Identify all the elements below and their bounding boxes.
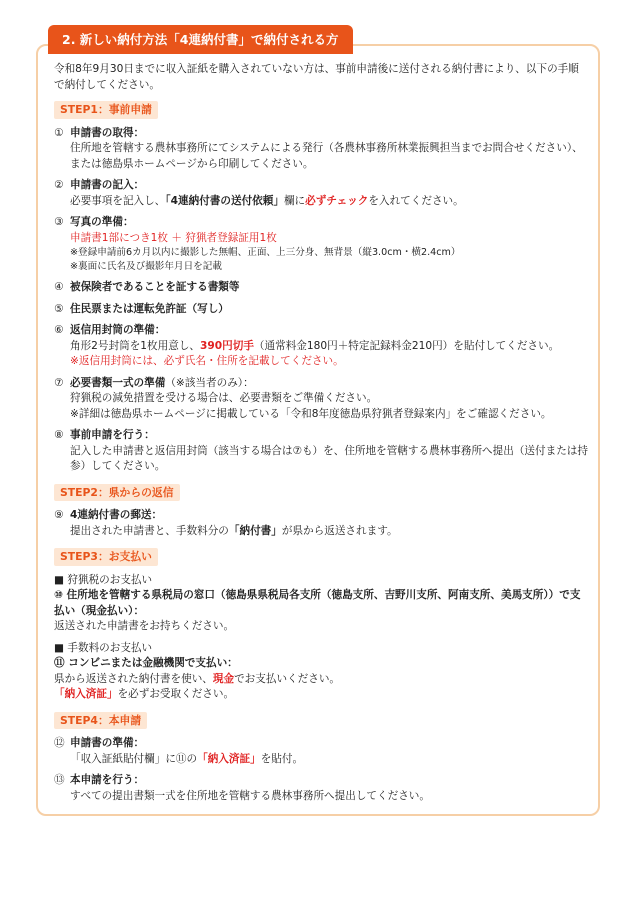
item-text: すべての提出書類一式を住所地を管轄する農林事務所へ提出してください。 — [70, 789, 430, 802]
item-text: 返送された申請書をお持ちください。 — [54, 620, 235, 632]
item-heading: 返信用封筒の準備： — [70, 324, 166, 336]
text-fragment: を入れてください。 — [368, 194, 464, 207]
item-text: 住所地を管轄する農林事務所にてシステムによる発行（各農林事務所林業振興担当までお問合せください）、または徳島県ホームページから印刷してください。 — [70, 142, 583, 170]
text-fragment: が県から返送されます。 — [281, 524, 398, 537]
photo-note-1: ※登録申請前6カ月以内に撮影した無帽、正面、上三分身、無背景（縦3.0cm・横2.4cm） — [70, 247, 461, 258]
item-text — [54, 672, 589, 688]
item-text: 狩猟税の減免措置を受ける場合は、必要書類をご準備ください。 — [70, 392, 378, 404]
item-text: 記入した申請書と返信用封筒（該当する場合は⑦も）を、住所地を管轄する農林事務所へ提出（送付または持参）してください。 — [70, 444, 588, 472]
step1-item-6 — [54, 323, 589, 370]
item-number: ⑦ — [54, 376, 64, 389]
item-heading-note: （※該当者のみ）： — [165, 376, 254, 389]
item-text — [70, 752, 589, 768]
item-heading: 4連納付書の郵送： — [70, 509, 163, 521]
item-heading: 必要書類一式の準備 — [70, 376, 166, 389]
item-text — [70, 339, 589, 355]
text-fragment: （通常料金180円＋特定記録料金210円）を貼付してください。 — [253, 339, 560, 352]
photo-requirement: 申請書1部につき1枚 ＋ 狩猟者登録証用1枚 — [70, 231, 277, 244]
item-number: ⑨ — [54, 509, 64, 521]
text-fragment: を貼付。 — [260, 752, 304, 765]
text-fragment: 必要事項を記入し、 — [70, 194, 166, 207]
step1-item-7 — [54, 376, 589, 423]
step1-item-3 — [54, 215, 589, 274]
step4-badge: STEP4：本申請 — [54, 712, 147, 730]
item-heading: ⑪ コンビニまたは金融機関で支払い： — [54, 657, 238, 669]
step4-item-12 — [54, 736, 589, 767]
step2-badge: STEP2：県からの返信 — [54, 484, 180, 502]
item-number: ① — [54, 126, 64, 139]
step1-item-2 — [54, 178, 589, 209]
item-heading-line — [70, 376, 589, 392]
item-heading: 被保険者であることを証する書類等 — [70, 281, 240, 293]
item-number: ③ — [54, 216, 64, 228]
item-heading: 住民票または運転免許証（写し） — [70, 302, 229, 315]
text-fragment: でお支払いください。 — [234, 672, 341, 685]
section-title: 2. 新しい納付方法「4連納付書」で納付される方 — [48, 25, 353, 54]
stamp-amount: 390円切手 — [200, 339, 254, 352]
item-heading: 写真の準備： — [70, 216, 134, 228]
item-text — [70, 524, 589, 540]
step1-badge: STEP1：事前申請 — [54, 101, 158, 119]
envelope-note: ※返信用封筒には、必ず氏名・住所を記載してください。 — [70, 355, 344, 367]
item-heading: 申請書の取得： — [70, 126, 145, 139]
hunting-tax-block — [54, 573, 589, 635]
document-body — [54, 62, 589, 810]
step1-item-5 — [54, 302, 589, 318]
text-fragment: 欄に — [283, 194, 306, 207]
text-bold: 「納付書」 — [228, 524, 282, 537]
text-fragment: 角形2号封筒を1枚用意し、 — [70, 339, 201, 352]
step2-item-9 — [54, 508, 589, 539]
fee-label: ■ 手数料のお支払い — [54, 641, 153, 654]
item-heading: 申請書の記入： — [70, 179, 145, 191]
step1-item-4 — [54, 280, 589, 296]
text-fragment: を必ずお受取ください。 — [117, 688, 235, 700]
item-number: ② — [54, 179, 64, 191]
item-heading: 事前申請を行う： — [70, 429, 155, 441]
item-number: ④ — [54, 281, 64, 293]
step3-badge: STEP3：お支払い — [54, 548, 158, 566]
item-number: ⑬ — [54, 774, 65, 786]
text-emphasis: 「納入済証」 — [54, 688, 118, 700]
text-emphasis: 「納入済証」 — [197, 752, 261, 765]
item-number: ⑧ — [54, 429, 64, 441]
item-number: ⑤ — [54, 302, 64, 315]
step1-item-8 — [54, 428, 589, 475]
text-fragment: 提出された申請書と、手数料分の — [70, 524, 229, 537]
item-number: ⑫ — [54, 737, 65, 749]
item-text-note: ※詳細は徳島県ホームページに掲載している「令和8年度徳島県狩猟者登録案内」をご確認ください。 — [70, 407, 552, 420]
hunting-tax-label: ■ 狩猟税のお支払い — [54, 573, 153, 586]
text-fragment: 「収入証紙貼付欄」に⑪の — [70, 752, 198, 765]
intro-text: 令和8年9月30日までに収入証紙を購入されていない方は、事前申請後に送付される納付書により、以下の手順で納付してください。 — [54, 63, 579, 91]
photo-note-2: ※裏面に氏名及び撮影年月日を記載 — [70, 261, 222, 272]
item-heading: 申請書の準備： — [70, 737, 145, 749]
step1-item-1 — [54, 126, 589, 173]
item-text — [54, 687, 589, 703]
item-heading: ⑩ 住所地を管轄する県税局の窓口（徳島県県税局各支所（徳島支所、吉野川支所、阿南支所、美馬支所））で支払い（現金払い）： — [54, 589, 581, 617]
text-emphasis: 現金 — [212, 672, 235, 685]
step4-item-13 — [54, 773, 589, 804]
item-number: ⑥ — [54, 324, 64, 336]
fee-block — [54, 641, 589, 703]
item-heading: 本申請を行う： — [70, 774, 145, 786]
item-text — [70, 194, 589, 210]
text-fragment: 県から返送された納付書を使い、 — [54, 672, 213, 685]
text-bold: 「4連納付書の送付依頼」 — [165, 194, 284, 207]
text-emphasis: 必ずチェック — [305, 194, 369, 207]
